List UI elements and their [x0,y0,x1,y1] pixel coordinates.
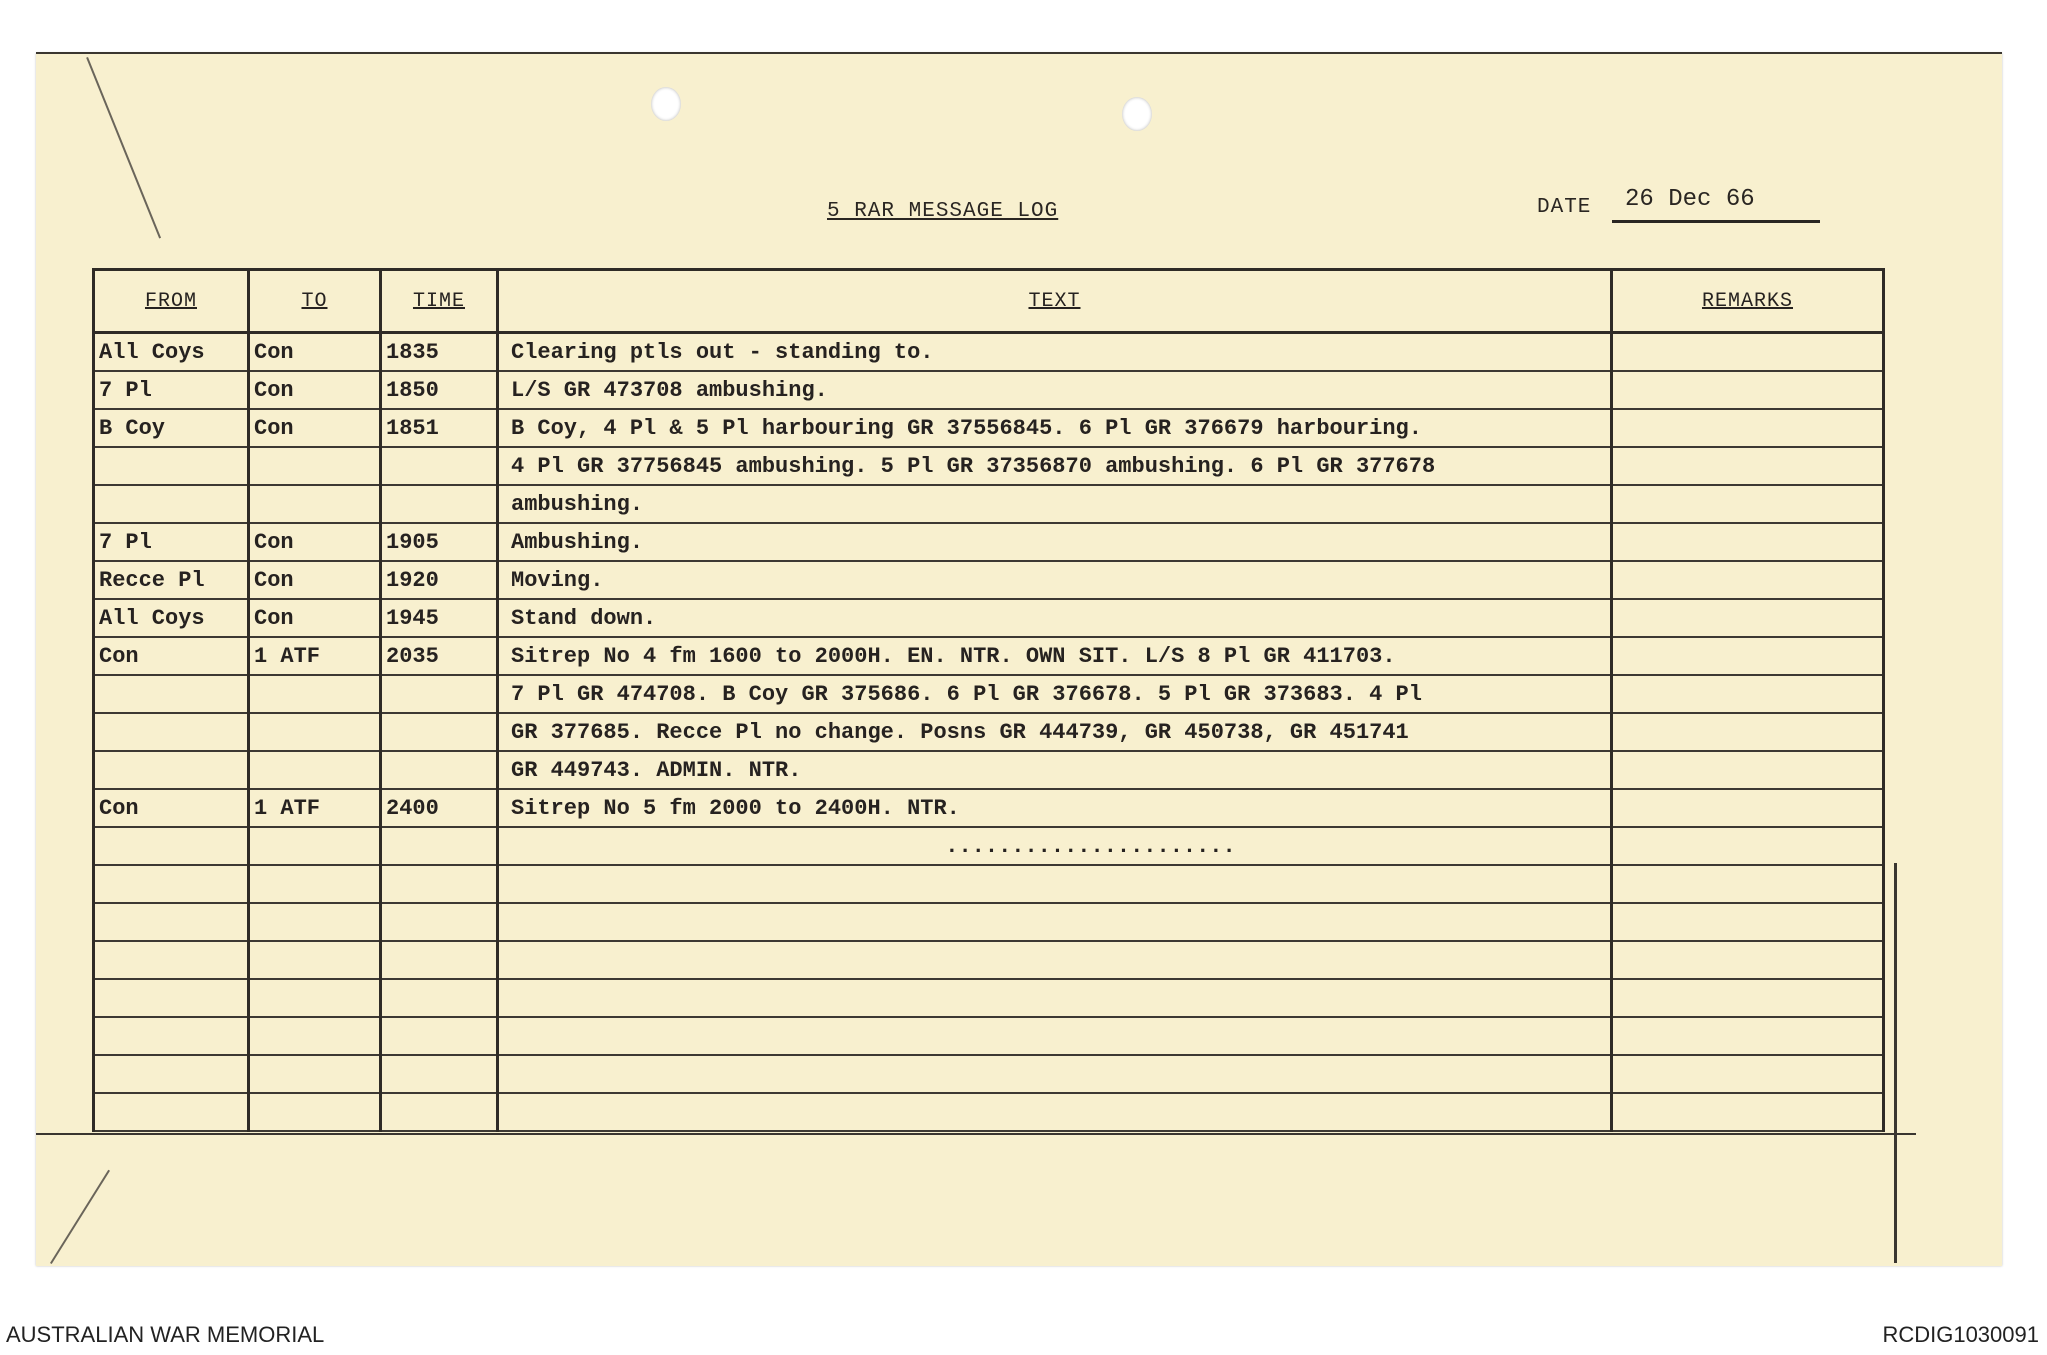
to-cell: 1 ATF [249,637,381,675]
table-row [94,675,1884,713]
time-cell: 1835 [381,333,498,372]
blank-row [94,1093,1884,1131]
remarks-cell [1612,713,1884,751]
remarks-cell [1612,599,1884,637]
table-row [94,333,1884,372]
blank-row [94,1055,1884,1093]
remarks-cell [1612,827,1884,865]
time-cell: 2035 [381,637,498,675]
blank-row [94,979,1884,1017]
text-cell: 4 Pl GR 37756845 ambushing. 5 Pl GR 37356870 ambushing. 6 Pl GR 377678 [498,447,1612,485]
from-cell [94,485,249,523]
to-cell: Con [249,599,381,637]
column-header-time: TIME [381,270,498,333]
table-row [94,447,1884,485]
text-cell: Sitrep No 5 fm 2000 to 2400H. NTR. [498,789,1612,827]
fold-line-top [86,57,161,239]
time-cell: 1945 [381,599,498,637]
text-cell: ambushing. [498,485,1612,523]
time-cell: 1851 [381,409,498,447]
remarks-cell [1612,485,1884,523]
table-row [94,713,1884,751]
from-cell: All Coys [94,599,249,637]
remarks-cell [1612,409,1884,447]
time-cell [381,827,498,865]
to-cell [249,485,381,523]
text-cell: Moving. [498,561,1612,599]
time-cell: 1920 [381,561,498,599]
to-cell: Con [249,523,381,561]
date-underline [1612,220,1820,223]
remarks-cell [1612,789,1884,827]
column-header-from: FROM [94,270,249,333]
to-cell [249,827,381,865]
remarks-cell [1612,447,1884,485]
archive-credit: AUSTRALIAN WAR MEMORIAL [6,1322,325,1347]
table-row [94,789,1884,827]
remarks-cell [1612,371,1884,409]
from-cell: 7 Pl [94,371,249,409]
text-cell: L/S GR 473708 ambushing. [498,371,1612,409]
time-cell: 1905 [381,523,498,561]
text-cell: GR 377685. Recce Pl no change. Posns GR 444739, GR 450738, GR 451741 [498,713,1612,751]
text-cell: B Coy, 4 Pl & 5 Pl harbouring GR 37556845. 6 Pl GR 376679 harbouring. [498,409,1612,447]
column-header-remarks: REMARKS [1612,270,1884,333]
table-row [94,523,1884,561]
to-cell [249,713,381,751]
to-cell [249,447,381,485]
date-value: 26 Dec 66 [1625,186,1755,213]
from-cell [94,827,249,865]
blank-row [94,903,1884,941]
header-row [94,270,1884,333]
to-cell: Con [249,409,381,447]
from-cell: All Coys [94,333,249,372]
remarks-cell [1612,637,1884,675]
time-cell [381,751,498,789]
remarks-cell [1612,333,1884,372]
archive-reference-id: RCDIG1030091 [1882,1322,2039,1347]
right-margin-line [1894,863,1897,1263]
to-cell: Con [249,561,381,599]
blank-row [94,865,1884,903]
table-row [94,599,1884,637]
punch-hole-right [1122,97,1152,131]
punch-hole-left [651,87,681,121]
to-cell: Con [249,371,381,409]
from-cell [94,713,249,751]
table-row [94,827,1884,865]
from-cell [94,751,249,789]
column-header-text: TEXT [498,270,1612,333]
table-row [94,485,1884,523]
time-cell [381,713,498,751]
table-row [94,409,1884,447]
from-cell [94,675,249,713]
text-cell: Clearing ptls out - standing to. [498,333,1612,372]
message-log-table [92,268,1885,1132]
text-cell: Ambushing. [498,523,1612,561]
blank-row [94,941,1884,979]
end-dots: ...................... [945,833,1236,859]
table-row [94,751,1884,789]
time-cell [381,675,498,713]
from-cell: Recce Pl [94,561,249,599]
to-cell [249,751,381,789]
text-cell: Stand down. [498,599,1612,637]
from-cell: Con [94,637,249,675]
text-cell: Sitrep No 4 fm 1600 to 2000H. EN. NTR. OWN SIT. L/S 8 Pl GR 411703. [498,637,1612,675]
text-cell: 7 Pl GR 474708. B Coy GR 375686. 6 Pl GR 376678. 5 Pl GR 373683. 4 Pl [498,675,1612,713]
remarks-cell [1612,675,1884,713]
top-rule [36,52,2002,54]
column-header-to: TO [249,270,381,333]
remarks-cell [1612,751,1884,789]
time-cell [381,485,498,523]
time-cell: 2400 [381,789,498,827]
text-cell: GR 449743. ADMIN. NTR. [498,751,1612,789]
time-cell: 1850 [381,371,498,409]
table-row [94,561,1884,599]
from-cell: 7 Pl [94,523,249,561]
to-cell: Con [249,333,381,372]
date-label: DATE [1537,196,1592,219]
from-cell: B Coy [94,409,249,447]
remarks-cell [1612,561,1884,599]
remarks-cell [1612,523,1884,561]
fold-line-bottom [50,1170,110,1264]
table-row [94,637,1884,675]
end-of-log-marker [498,827,1612,865]
table-row [94,371,1884,409]
from-cell: Con [94,789,249,827]
to-cell [249,675,381,713]
to-cell: 1 ATF [249,789,381,827]
bottom-rule [36,1133,1916,1135]
log-title: 5 RAR MESSAGE LOG [827,200,1059,223]
blank-row [94,1017,1884,1055]
from-cell [94,447,249,485]
time-cell [381,447,498,485]
